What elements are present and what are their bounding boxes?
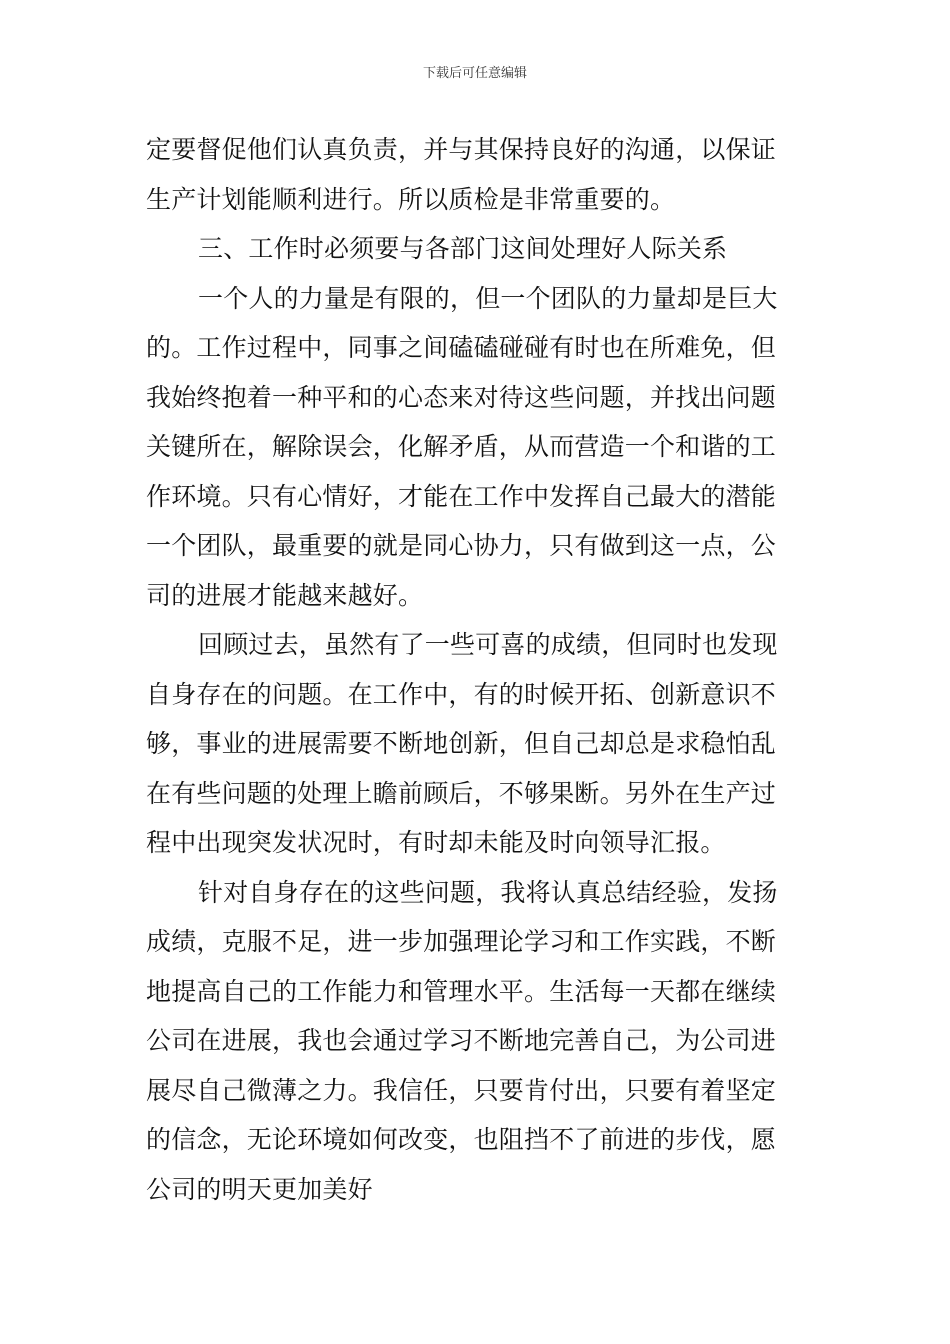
text-line: 成绩，克服不足，进一步加强理论学习和工作实践，不断 bbox=[146, 927, 777, 956]
section-heading: 三、工作时必须要与各部门这间处理好人际关系 bbox=[198, 234, 728, 263]
text-line: 程中出现突发状况时，有时却未能及时向领导汇报。 bbox=[146, 828, 726, 857]
text-line: 够，事业的进展需要不断地创新，但自己却总是求稳怕乱 bbox=[146, 729, 777, 758]
text-line: 生产计划能顺利进行。所以质检是非常重要的。 bbox=[146, 184, 676, 214]
text-line: 的。工作过程中，同事之间磕磕碰碰有时也在所难免，但 bbox=[146, 333, 777, 362]
text-line: 司的进展才能越来越好。 bbox=[146, 580, 424, 610]
text-line: 在有些问题的处理上瞻前顾后，不够果断。另外在生产过 bbox=[146, 778, 777, 808]
text-line: 公司的明天更加美好 bbox=[146, 1174, 373, 1204]
text-line: 关键所在，解除误会，化解矛盾，从而营造一个和谐的工 bbox=[146, 432, 777, 461]
text-line: 定要督促他们认真负责，并与其保持良好的沟通，以保证 bbox=[146, 135, 777, 164]
page-header: 下载后可任意编辑 bbox=[422, 66, 527, 81]
text-line: 一个团队，最重要的就是同心协力，只有做到这一点，公 bbox=[146, 531, 777, 560]
text-line: 我始终抱着一种平和的心态来对待这些问题，并找出问题 bbox=[146, 382, 777, 412]
text-line: 公司在进展，我也会通过学习不断地完善自己，为公司进 bbox=[146, 1026, 777, 1055]
text-line: 回顾过去，虽然有了一些可喜的成绩，但同时也发现 bbox=[198, 630, 778, 659]
text-line: 展尽自己微薄之力。我信任，只要肯付出，只要有着坚定 bbox=[146, 1075, 777, 1105]
text-line: 地提高自己的工作能力和管理水平。生活每一天都在继续 bbox=[146, 976, 777, 1006]
text-line: 作环境。只有心情好，才能在工作中发挥自己最大的潜能 bbox=[146, 481, 777, 511]
document-body bbox=[146, 125, 806, 1214]
text-line: 自身存在的问题。在工作中，有的时候开拓、创新意识不 bbox=[146, 679, 777, 709]
text-line: 一个人的力量是有限的，但一个团队的力量却是巨大 bbox=[198, 283, 778, 313]
text-line: 的信念，无论环境如何改变，也阻挡不了前进的步伐，愿 bbox=[146, 1125, 777, 1154]
text-line: 针对自身存在的这些问题，我将认真总结经验，发扬 bbox=[198, 877, 778, 907]
